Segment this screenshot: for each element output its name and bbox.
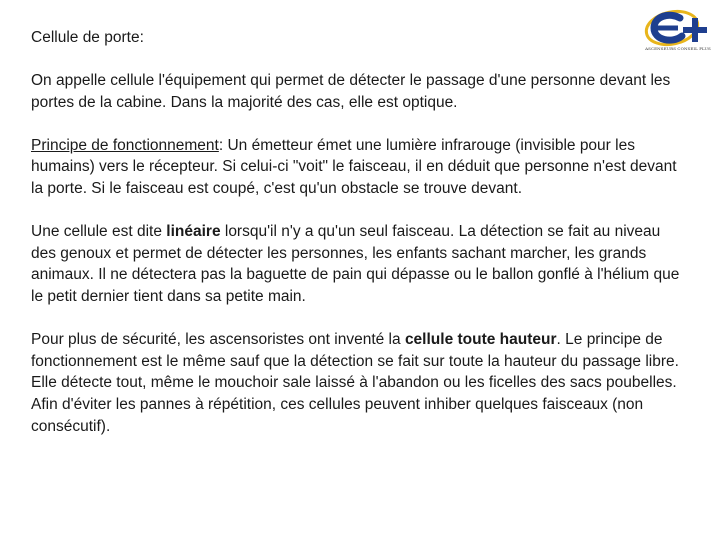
principle-heading: Principe de fonctionnement: [31, 136, 219, 154]
body-text: [31, 70, 681, 459]
paragraph-linear-cell: [31, 221, 681, 307]
paragraph-definition: On appelle cellule l'équipement qui permet de détecter le passage d'une personne devant les portes de la cabine. Dans la majorité des cas, elle est optique.: [31, 72, 671, 111]
linear-text-after: lorsqu'il n'y a qu'un seul faisceau. La détection se fait au niveau des genoux et permet de détecter les personnes, les enfants sachant marcher, les grands animaux. Il ne détectera pas la baguette de pain qui dépasse ou le ballon gonflé à l'hélium que le petit dernier tient dans sa petite main.: [31, 223, 680, 305]
page-title: Cellule de porte:: [31, 29, 144, 46]
paragraph-principle: [31, 135, 681, 200]
full-height-text-after: . Le principe de fonctionnement est le même sauf que la détection se fait sur toute la hauteur du passage libre. Elle détecte tout, même le mouchoir sale laissé à l'abandon ou les ficelles des sacs poubelles. Afin d'éviter les pannes à répétition, ces cellules peuvent inhiber quelques faisceaux (non consécutif).: [31, 331, 679, 435]
paragraph-full-height-cell: [31, 329, 681, 437]
principle-text: : Un émetteur émet une lumière infrarouge (invisible pour les humains) vers le récepteur. Si celui-ci "voit" le faisceau, il en déduit que personne n'est devant la porte. Si le faisceau est coupé, c'est qu'un obstacle se trouve devant.: [31, 136, 677, 197]
logo-caption: ASCENSEURS CONSEIL PLUS: [645, 46, 711, 51]
linear-text-before: Une cellule est dite: [31, 223, 167, 241]
full-height-term: cellule toute hauteur: [404, 331, 557, 349]
linear-term: linéaire: [166, 223, 221, 241]
full-height-text-before: Pour plus de sécurité, les ascensoristes ont inventé la: [31, 331, 405, 349]
